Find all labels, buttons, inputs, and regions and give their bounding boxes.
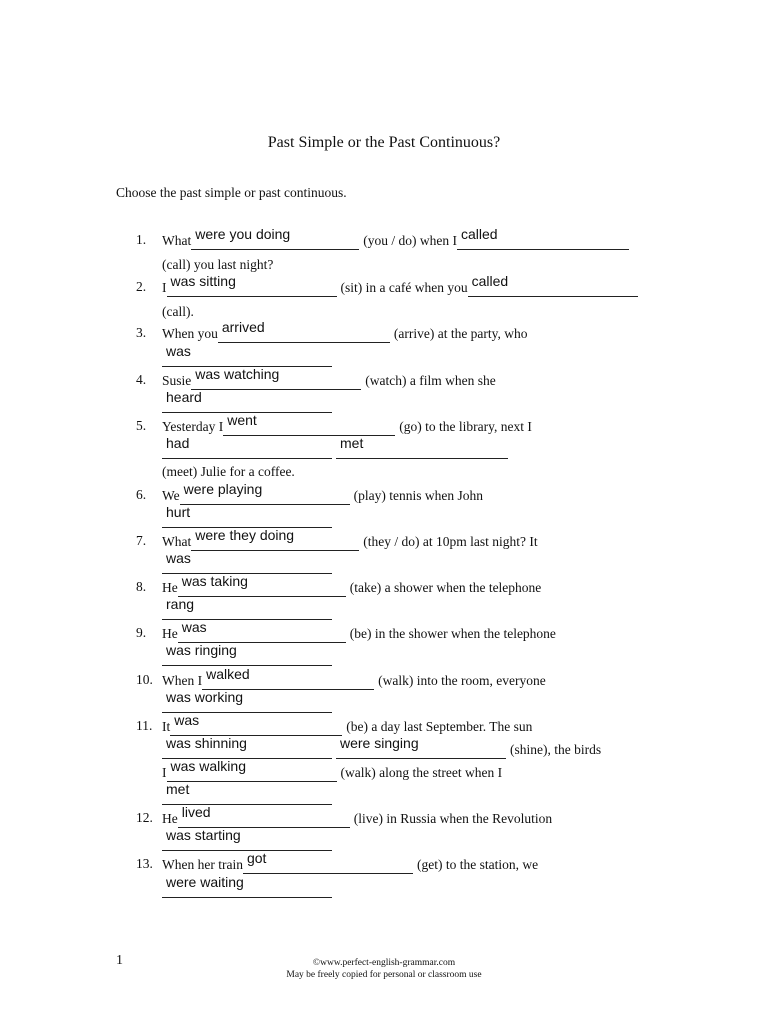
filled-answer: was taking <box>181 573 248 589</box>
question-number: 1. <box>136 232 147 247</box>
question-number: 6. <box>136 487 147 502</box>
footer-copyright: ©www.perfect-english-grammar.com <box>312 958 456 968</box>
footer <box>0 957 768 981</box>
prompt-text: (live) in Russia when the Revolution <box>353 811 553 826</box>
prompt-text: (get) to the station, we <box>416 857 539 872</box>
filled-answer: was starting <box>166 827 241 843</box>
answer-blank[interactable] <box>162 435 332 459</box>
prompt-text: (be) in the shower when the telephone <box>349 626 556 641</box>
prompt-text: He <box>162 811 178 826</box>
prompt-text: Susie <box>162 373 192 388</box>
answer-blank[interactable] <box>162 874 332 898</box>
prompt-text: (meet) Julie for a coffee. <box>162 464 295 479</box>
question-number: 13. <box>136 856 153 871</box>
filled-answer: met <box>340 435 364 451</box>
filled-answer: rang <box>166 596 195 612</box>
filled-answer: arrived <box>221 319 265 335</box>
instruction-text: Choose the past simple or past continuous. <box>116 185 347 200</box>
question-number: 11. <box>136 718 153 733</box>
prompt-text: (take) a shower when the telephone <box>349 580 542 595</box>
answer-blank[interactable] <box>170 712 342 736</box>
prompt-text: What <box>162 233 192 248</box>
answer-blank[interactable] <box>336 435 508 459</box>
filled-answer: was <box>174 712 200 728</box>
filled-answer: was sitting <box>170 273 236 289</box>
question-number: 5. <box>136 418 147 433</box>
answer-blank[interactable] <box>218 319 390 343</box>
prompt-text: I <box>162 765 167 780</box>
answer-blank[interactable] <box>162 827 332 851</box>
prompt-text: (they / do) at 10pm last night? It <box>363 534 538 549</box>
prompt-text: (be) a day last September. The sun <box>346 719 533 734</box>
answer-blank[interactable] <box>162 389 332 413</box>
prompt-text: Yesterday I <box>162 419 224 434</box>
prompt-text: (call) you last night? <box>162 257 274 272</box>
filled-answer: were you doing <box>195 226 291 242</box>
answer-blank[interactable] <box>336 735 506 759</box>
filled-answer: lived <box>181 804 211 820</box>
prompt-text: (shine), the birds <box>510 742 602 757</box>
answer-blank[interactable] <box>162 504 332 528</box>
answer-blank[interactable] <box>162 596 332 620</box>
filled-answer: were they doing <box>195 527 295 543</box>
prompt-text: (play) tennis when John <box>353 488 484 503</box>
prompt-text: He <box>162 626 178 641</box>
filled-answer: got <box>246 850 267 866</box>
filled-answer: was watching <box>195 366 280 382</box>
filled-answer: were playing <box>183 481 263 497</box>
prompt-text: We <box>162 488 180 503</box>
prompt-text: (walk) along the street when I <box>340 765 503 780</box>
answer-blank[interactable] <box>191 226 359 250</box>
page-number: 1 <box>116 953 123 968</box>
filled-answer: were singing <box>340 735 419 751</box>
answer-blank[interactable] <box>167 758 337 782</box>
question-number: 4. <box>136 372 147 387</box>
prompt-text: When you <box>162 326 218 341</box>
prompt-text: (arrive) at the party, who <box>393 326 528 341</box>
answer-blank[interactable] <box>191 366 361 390</box>
filled-answer: met <box>166 781 190 797</box>
prompt-text: I <box>162 280 167 295</box>
answer-blank[interactable] <box>457 226 629 250</box>
filled-answer: was ringing <box>166 642 237 658</box>
question-number: 2. <box>136 279 147 294</box>
prompt-text: It <box>162 719 171 734</box>
answer-blank[interactable] <box>162 550 332 574</box>
filled-answer: called <box>460 226 498 242</box>
filled-answer: was working <box>166 689 244 705</box>
filled-answer: was walking <box>170 758 246 774</box>
prompt-text: (you / do) when I <box>363 233 457 248</box>
prompt-text: (go) to the library, next I <box>399 419 532 434</box>
answer-blank[interactable] <box>162 781 332 805</box>
answer-blank[interactable] <box>191 527 359 551</box>
answer-blank[interactable] <box>178 573 346 597</box>
prompt-text: (sit) in a café when you <box>340 280 468 295</box>
question-number: 7. <box>136 533 147 548</box>
prompt-text: When her train <box>162 857 243 872</box>
filled-answer: was <box>166 343 191 359</box>
filled-answer: was shinning <box>166 735 247 751</box>
question-number: 9. <box>136 625 147 640</box>
filled-answer: called <box>471 273 509 289</box>
filled-answer: walked <box>206 666 250 682</box>
answer-blank[interactable] <box>468 273 638 297</box>
prompt-text: (walk) into the room, everyone <box>378 673 546 688</box>
filled-answer: was <box>181 619 207 635</box>
answer-blank[interactable] <box>202 666 374 690</box>
filled-answer: hurt <box>166 504 191 520</box>
question-number: 10. <box>136 672 153 687</box>
filled-answer: heard <box>166 389 202 405</box>
answer-blank[interactable] <box>180 481 350 505</box>
filled-answer: were waiting <box>166 874 244 890</box>
answer-blank[interactable] <box>243 850 413 874</box>
filled-answer: went <box>227 412 257 428</box>
answer-blank[interactable] <box>162 642 332 666</box>
answer-blank[interactable] <box>162 343 332 367</box>
answer-blank[interactable] <box>223 412 395 436</box>
page-title: Past Simple or the Past Continuous? <box>267 134 501 151</box>
prompt-text: (call). <box>162 304 194 319</box>
question-number: 8. <box>136 579 147 594</box>
answer-blank[interactable] <box>167 273 337 297</box>
footer-license: May be freely copied for personal or classroom use <box>286 970 482 980</box>
question-number: 12. <box>136 810 153 825</box>
prompt-text: What <box>162 534 192 549</box>
filled-answer: had <box>166 435 190 451</box>
prompt-text: When I <box>162 673 203 688</box>
answer-blank[interactable] <box>178 804 350 828</box>
prompt-text: He <box>162 580 178 595</box>
answer-blank[interactable] <box>162 735 332 759</box>
prompt-text: (watch) a film when she <box>365 373 496 388</box>
answer-blank[interactable] <box>178 619 346 643</box>
question-number: 3. <box>136 325 147 340</box>
answer-blank[interactable] <box>162 689 332 713</box>
filled-answer: was <box>166 550 191 566</box>
